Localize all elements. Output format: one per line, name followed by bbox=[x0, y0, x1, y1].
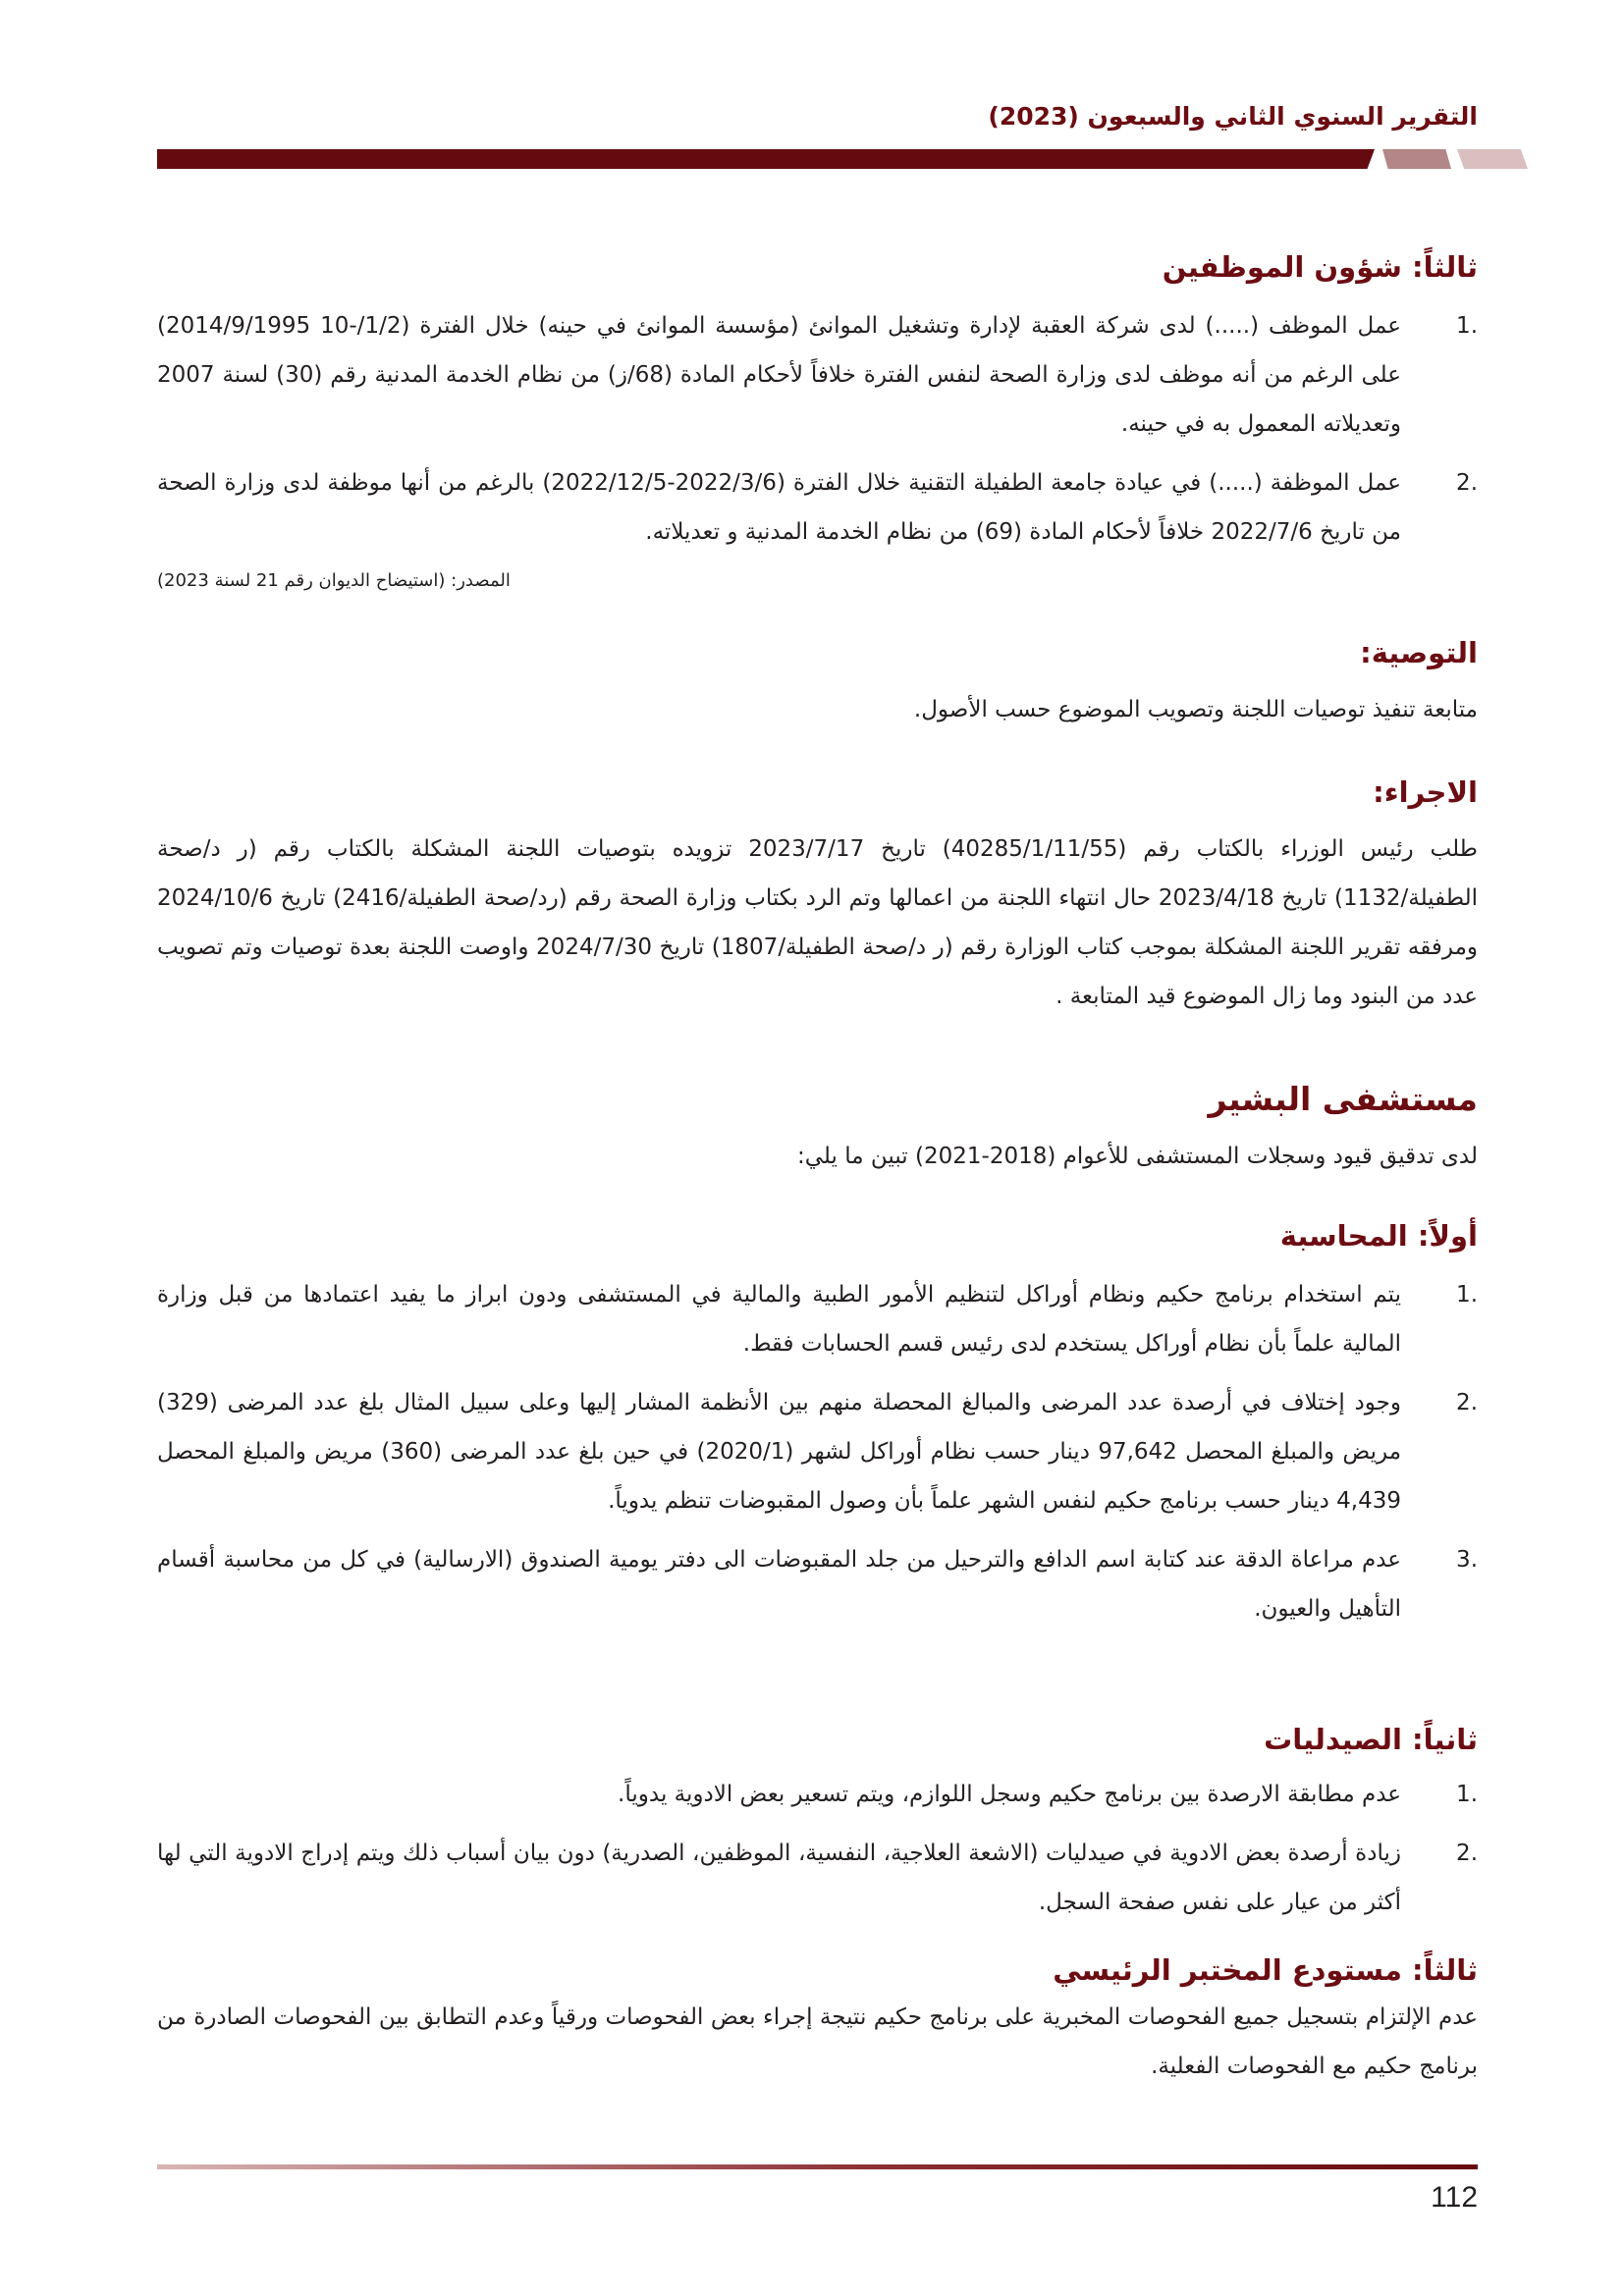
header-bar-accent-light bbox=[1457, 149, 1528, 169]
section-heading: الاجراء: bbox=[1373, 775, 1478, 809]
report-title: التقرير السنوي الثاني والسبعون (2023) bbox=[988, 102, 1478, 131]
hospital-heading: مستشفى البشير bbox=[1208, 1080, 1478, 1118]
source-note: المصدر: (استيضاح الديوان رقم 21 لسنة 2023) bbox=[157, 570, 511, 591]
list-item: .1 يتم استخدام برنامج حكيم ونظام أوراكل لتنظيم الأمور الطبية والمالية في المستشفى ودون ابراز ما يفيد اعتمادها من قبل وزارة المالية علماً بأن نظام أوراكل يستخدم لدى رئيس قسم الحسابات فقط. bbox=[157, 1282, 1478, 1357]
header-bar bbox=[157, 149, 1375, 169]
list-item: .1 عدم مطابقة الارصدة بين برنامج حكيم وسجل اللوازم، ويتم تسعير بعض الادوية يدوياً. bbox=[618, 1782, 1478, 1807]
lab-section bbox=[157, 1953, 1478, 2091]
procedure-text: طلب رئيس الوزراء بالكتاب رقم (40285/1/11/55) تاريخ 2023/7/17 تزويده بتوصيات اللجنة المشكلة بالكتاب رقم (ر د/صحة الطفيلة/1132) تاريخ 2023/4/18 حال انتهاء اللجنة من اعمالها وتم الرد بكتاب وزارة الصحة رقم (رد/صحة الطفيلة/2416) تاريخ 2024/10/6 ومرفقه تقرير اللجنة المشكلة بموجب كتاب الوزارة رقم (ر د/صحة الطفيلة/1807) تاريخ 2024/7/30 واوصت اللجنة بعدة توصيات وتم تصويب عدد من البنود وما زال الموضوع قيد المتابعة . bbox=[157, 836, 1479, 1009]
page-number: 112 bbox=[1431, 2181, 1478, 2214]
header-bar-accent bbox=[1382, 149, 1451, 169]
hospital-section bbox=[157, 1080, 1478, 1181]
list-item: .2 زيادة أرصدة بعض الادوية في صيدليات (الاشعة العلاجية، النفسية، الموظفين، الصدرية) دون بيان أسباب ذلك ويتم إدراج الادوية التي لها أكثر من عيار على نفس صفحة السجل. bbox=[157, 1841, 1478, 1915]
employees-section bbox=[157, 250, 1478, 596]
footer-divider bbox=[157, 2164, 1478, 2169]
section-heading: أولاً: المحاسبة bbox=[1279, 1219, 1478, 1253]
list-item: .3 عدم مراعاة الدقة عند كتابة اسم الدافع والترحيل من جلد المقبوضات الى دفتر يومية الصندوق (الارسالية) في كل من محاسبة أقسام التأهيل والعيون. bbox=[157, 1547, 1478, 1622]
pharmacies-section bbox=[157, 1723, 1478, 1937]
section-heading: ثالثاً: شؤون الموظفين bbox=[1162, 250, 1478, 284]
recommendation-section bbox=[157, 636, 1478, 734]
lab-text: عدم الإلتزام بتسجيل جميع الفحوصات المخبرية على برنامج حكيم نتيجة إجراء بعض الفحوصات ورقياً وعدم التطابق بين الفحوصات الصادرة من برنامج حكيم مع الفحوصات الفعلية. bbox=[157, 2004, 1478, 2079]
list-item: .2 وجود إختلاف في أرصدة عدد المرضى والمبالغ المحصلة منهم بين الأنظمة المشار إليها وعلى سبيل المثال بلغ عدد المرضى (329) مريض والمبلغ المحصل 97,642 دينار حسب نظام أوراكل لشهر (2020/1) في حين بلغ عدد المرضى (360) مريض والمبلغ المحصل 4,439 دينار حسب برنامج حكيم لنفس الشهر علماً بأن وصول المقبوضات تنظم يدوياً. bbox=[157, 1390, 1478, 1514]
accounting-section bbox=[157, 1219, 1478, 1643]
section-heading: التوصية: bbox=[1360, 636, 1478, 669]
section-heading: ثالثاً: مستودع المختبر الرئيسي bbox=[1053, 1953, 1478, 1987]
recommendation-text: متابعة تنفيذ توصيات اللجنة وتصويب الموضوع حسب الأصول. bbox=[913, 697, 1478, 722]
list-item: .2 عمل الموظفة (.....) في عيادة جامعة الطفيلة التقنية خلال الفترة (2022/3/6-2022/12/5) بالرغم من أنها موظفة لدى وزارة الصحة من تاريخ 2022/7/6 خلافاً لأحكام المادة (69) من نظام الخدمة المدنية و تعديلاته. bbox=[157, 470, 1478, 545]
hospital-intro: لدى تدقيق قيود وسجلات المستشفى للأعوام (2018-2021) تبين ما يلي: bbox=[797, 1144, 1478, 1169]
list-item: .1 عمل الموظف (.....) لدى شركة العقبة لإدارة وتشغيل الموانئ (مؤسسة الموانئ في حينه) خلال الفترة (1/2/-10 2014/9/1995) على الرغم من أنه موظف لدى وزارة الصحة لنفس الفترة خلافاً لأحكام المادة (68/ز) من نظام الخدمة المدنية رقم (30) لسنة 2007 وتعديلاته المعمول به في حينه. bbox=[157, 313, 1478, 437]
section-heading: ثانياً: الصيدليات bbox=[1264, 1723, 1478, 1756]
procedure-section bbox=[157, 775, 1478, 1021]
